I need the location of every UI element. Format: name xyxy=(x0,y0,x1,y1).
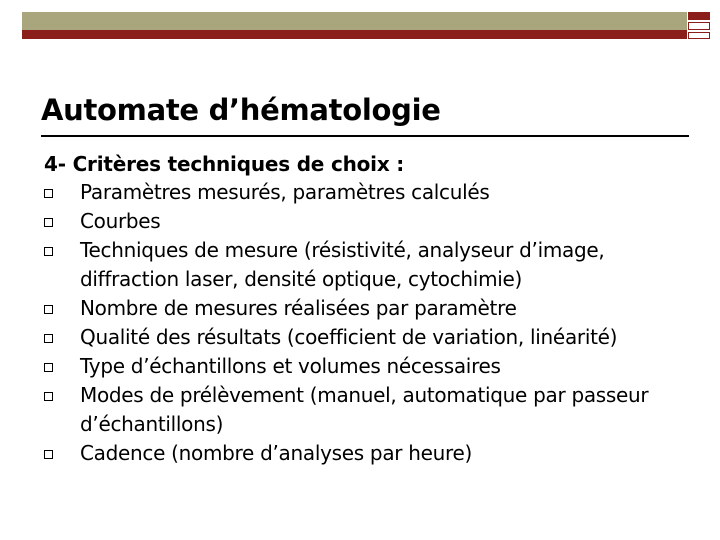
hollow-square-icon xyxy=(44,334,53,343)
section-heading: 4- Critères techniques de choix : xyxy=(44,152,405,176)
hollow-square-icon xyxy=(44,392,53,401)
hollow-square-icon xyxy=(44,247,53,256)
list-item xyxy=(44,178,694,207)
list-item xyxy=(44,352,694,381)
hollow-square-icon xyxy=(44,189,53,198)
hollow-square-icon xyxy=(44,450,53,459)
list-item-text: Courbes xyxy=(80,209,161,233)
list-item-text: Paramètres mesurés, paramètres calculés xyxy=(80,180,490,204)
list-item xyxy=(44,323,694,352)
corner-square-outline xyxy=(688,22,710,30)
title-divider xyxy=(41,135,689,137)
slide-title: Automate d’hématologie xyxy=(41,93,441,127)
hollow-square-icon xyxy=(44,363,53,372)
list-item-text: Techniques de mesure (résistivité, analyseur d’image, diffraction laser, densité optique, cytochimie) xyxy=(80,238,605,291)
corner-decoration xyxy=(688,12,710,39)
header-olive-band xyxy=(22,12,687,30)
corner-square-outline xyxy=(688,32,710,39)
header-red-band xyxy=(22,30,687,39)
list-item xyxy=(44,439,694,468)
slide-body xyxy=(44,150,694,468)
list-item xyxy=(44,207,694,236)
list-item-text: Type d’échantillons et volumes nécessaires xyxy=(80,354,501,378)
list-item xyxy=(44,381,694,439)
bullet-list xyxy=(44,178,694,468)
list-item-text: Modes de prélèvement (manuel, automatique par passeur d’échantillons) xyxy=(80,383,649,436)
list-item-text: Qualité des résultats (coefficient de variation, linéarité) xyxy=(80,325,618,349)
hollow-square-icon xyxy=(44,218,53,227)
corner-square-filled xyxy=(688,12,710,20)
list-item-text: Cadence (nombre d’analyses par heure) xyxy=(80,441,473,465)
list-item xyxy=(44,236,694,294)
hollow-square-icon xyxy=(44,305,53,314)
list-item-text: Nombre de mesures réalisées par paramètre xyxy=(80,296,517,320)
list-item xyxy=(44,294,694,323)
